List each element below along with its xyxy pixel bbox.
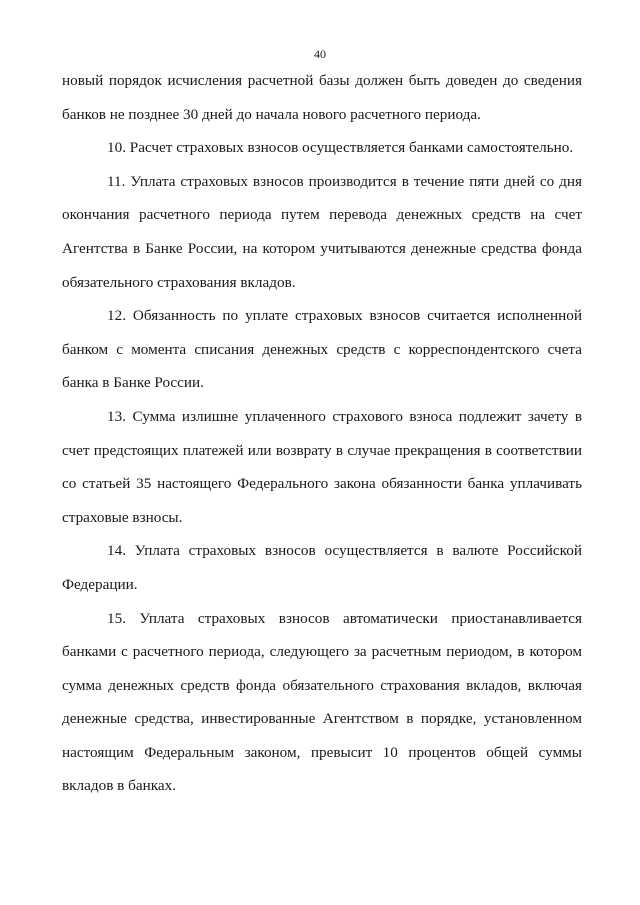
paragraph-item-15 [62,602,582,804]
text-line: сумма денежных средств фонда обязательного страхования вкладов, включая [62,676,582,694]
text-line: со статьей 35 настоящего Федерального закона обязанности банка уплачивать [62,475,582,493]
paragraph-item-10 [62,131,582,165]
text-line: банком с момента списания денежных средств с корреспондентского счета [62,340,582,358]
text-line: обязательного страхования вкладов. [62,273,296,291]
text-line: Федерации. [62,575,138,593]
text-line: счет предстоящих платежей или возврату в случае прекращения в соответствии [62,441,582,459]
text-line: 14. Уплата страховых взносов осуществляется в валюте Российской [107,542,582,560]
paragraph-item-12 [62,299,582,400]
text-line: 12. Обязанность по уплате страховых взносов считается исполненной [107,307,582,325]
page-number: 40 [314,47,326,61]
text-line: денежные средства, инвестированные Агентством в порядке, установленном [62,710,582,728]
paragraph-continuation [62,64,582,131]
text-line: банков не позднее 30 дней до начала нового расчетного периода. [62,105,481,123]
text-line: 13. Сумма излишне уплаченного страхового взноса подлежит зачету в [107,407,582,425]
text-line: 15. Уплата страховых взносов автоматически приостанавливается [107,609,582,627]
text-line: банками с расчетного периода, следующего за расчетным периодом, в котором [62,643,582,661]
document-body [62,64,582,803]
text-line: новый порядок исчисления расчетной базы должен быть доведен до сведения [62,72,582,89]
text-line: настоящим Федеральным законом, превысит 10 процентов общей суммы [62,743,582,761]
paragraph-item-11 [62,165,582,299]
text-line: окончания расчетного периода путем перевода денежных средств на счет [62,206,582,224]
paragraph-item-13 [62,400,582,534]
text-line: вкладов в банках. [62,777,177,795]
text-line: банка в Банке России. [62,374,204,392]
text-line: 10. Расчет страховых взносов осуществляется банками самостоятельно. [107,139,574,157]
paragraph-item-14 [62,534,582,601]
text-line: страховые взносы. [62,508,183,526]
text-line: Агентства в Банке России, на котором учитываются денежные средства фонда [62,239,582,257]
text-line: 11. Уплата страховых взносов производится в течение пяти дней со дня [107,172,582,190]
